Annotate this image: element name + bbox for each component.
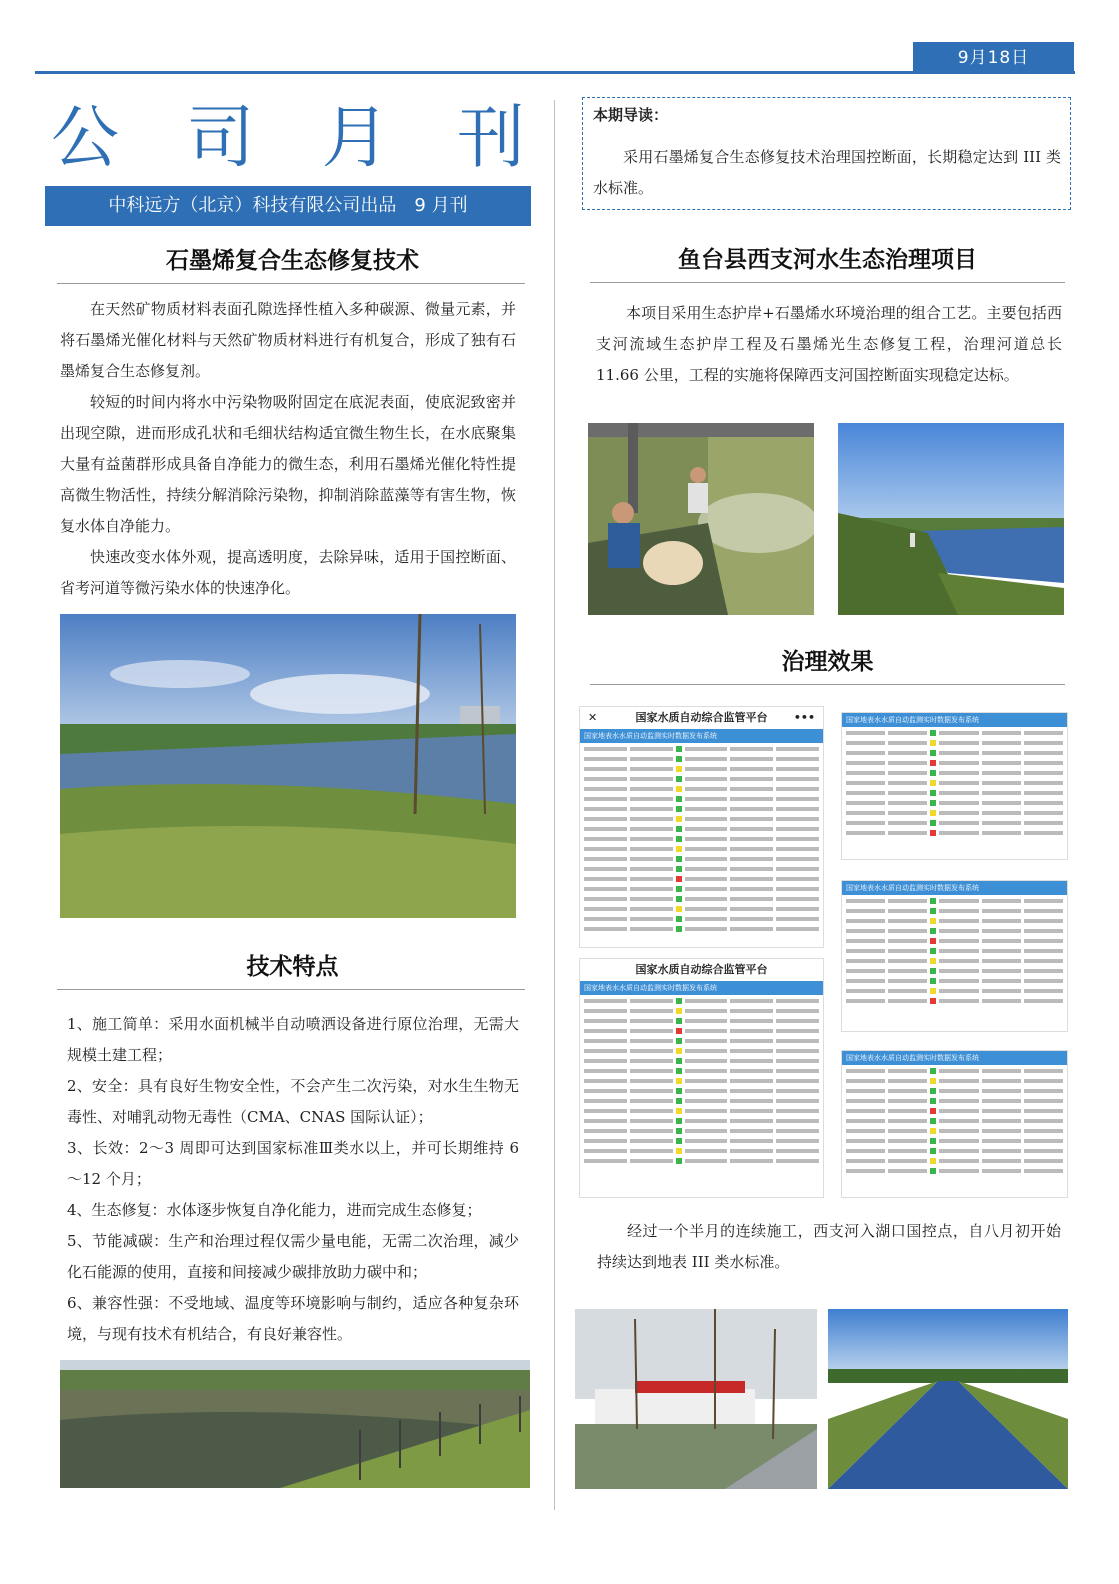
screenshot-rows bbox=[580, 743, 823, 939]
section-rule bbox=[590, 684, 1065, 685]
issue-date: 9月18日 bbox=[913, 42, 1074, 74]
list-item: 3、长效：2～3 周即可达到国家标准Ⅲ类水以上，并可长期维持 6～12 个月； bbox=[67, 1139, 519, 1188]
project-article bbox=[596, 298, 1062, 391]
monitoring-screenshot-small bbox=[841, 712, 1068, 860]
screenshot-bar: 国家地表水水质自动监测实时数据发布系统 bbox=[580, 981, 823, 995]
screenshot-bar: 国家地表水水质自动监测实时数据发布系统 bbox=[580, 729, 823, 743]
screenshot-bar: 国家地表水水质自动监测实时数据发布系统 bbox=[842, 1051, 1067, 1065]
guide-title: 本期导读： bbox=[593, 106, 669, 124]
screenshot-header bbox=[580, 959, 823, 981]
screenshot-rows bbox=[580, 995, 823, 1171]
issue-guide-box bbox=[582, 97, 1071, 210]
section-title-technology: 石墨烯复合生态修复技术 bbox=[166, 248, 419, 274]
paragraph: 在天然矿物质材料表面孔隙选择性植入多种碳源、微量元素，并将石墨烯光催化材料与天然矿物质材料进行有机复合，形成了独有石墨烯复合生态修复剂。 bbox=[60, 300, 516, 380]
list-item: 2、安全：具有良好生物安全性，不会产生二次污染，对水生生物无毒性、对哺乳动物无毒性（CMA、CNAS 国际认证）； bbox=[67, 1077, 519, 1126]
effect-article bbox=[597, 1216, 1061, 1278]
list-item: 1、施工简单：采用水面机械半自动喷洒设备进行原位治理，无需大规模土建工程； bbox=[67, 1015, 519, 1064]
section-title-project: 鱼台县西支河水生态治理项目 bbox=[678, 247, 977, 273]
screenshot-header bbox=[580, 707, 823, 729]
close-icon: ✕ bbox=[588, 711, 598, 724]
screenshot-bar: 国家地表水水质自动监测实时数据发布系统 bbox=[842, 881, 1067, 895]
paragraph: 快速改变水体外观，提高透明度，去除异味，适用于国控断面、省考河道等微污染水体的快速净化。 bbox=[60, 548, 516, 597]
list-item: 6、兼容性强：不受地域、温度等环境影响与制约，适应各种复杂环境，与现有技术有机结合，有良好兼容性。 bbox=[67, 1294, 519, 1343]
canal-photo bbox=[828, 1309, 1068, 1489]
screenshot-rows bbox=[842, 895, 1067, 1011]
monitoring-screenshot bbox=[579, 958, 824, 1198]
screenshot-rows bbox=[842, 727, 1067, 843]
technology-article bbox=[60, 294, 516, 604]
section-title-effect: 治理效果 bbox=[781, 649, 874, 675]
screenshot-title: 国家水质自动综合监管平台 bbox=[635, 963, 768, 976]
masthead-title bbox=[45, 92, 531, 178]
riverbank-photo bbox=[60, 1360, 530, 1488]
list-item: 5、节能减碳：生产和治理过程仅需少量电能，无需二次治理，减少化石能源的使用，直接和间接减少碳排放助力碳中和； bbox=[67, 1232, 519, 1281]
paragraph: 经过一个半月的连续施工，西支河入湖口国控点，自八月初开始持续达到地表 III 类水标准。 bbox=[597, 1222, 1061, 1271]
screenshot-rows bbox=[842, 1065, 1067, 1181]
section-rule bbox=[57, 989, 525, 990]
monitoring-screenshot-small bbox=[841, 880, 1068, 1032]
section-title-features: 技术特点 bbox=[246, 954, 339, 980]
masthead-char: 刊 bbox=[456, 98, 525, 178]
features-list bbox=[67, 1009, 519, 1350]
grass-bank-photo bbox=[838, 423, 1064, 615]
column-divider bbox=[554, 100, 555, 1510]
screenshot-title: 国家水质自动综合监管平台 bbox=[635, 711, 768, 724]
masthead-subtitle: 中科远方（北京）科技有限公司出品 9 月刊 bbox=[45, 186, 531, 226]
paragraph: 本项目采用生态护岸+石墨烯水环境治理的组合工艺。主要包括西支河流域生态护岸工程及石墨烯光生态修复工程，治理河道总长 11.66 公里，工程的实施将保障西支河国控断面实现稳定达标。 bbox=[596, 304, 1062, 384]
section-rule bbox=[57, 283, 525, 284]
workers-boat-photo bbox=[588, 423, 814, 615]
masthead-char: 司 bbox=[186, 98, 255, 178]
masthead-char: 月 bbox=[321, 98, 390, 178]
more-icon: ••• bbox=[793, 711, 815, 724]
section-rule bbox=[590, 282, 1065, 283]
monitoring-station-photo bbox=[575, 1309, 817, 1489]
list-item: 4、生态修复：水体逐步恢复自净化能力，进而完成生态修复； bbox=[67, 1201, 482, 1219]
masthead-char: 公 bbox=[50, 98, 119, 178]
paragraph: 较短的时间内将水中污染物吸附固定在底泥表面，使底泥致密并出现空隙，进而形成孔状和毛细状结构适宜微生物生长，在水底聚集大量有益菌群形成具备自净能力的微生态，利用石墨烯光催化特性提高微生物活性，持续分解消除污染物，抑制消除蓝藻等有害生物，恢复水体自净能力。 bbox=[60, 393, 516, 535]
guide-body: 采用石墨烯复合生态修复技术治理国控断面，长期稳定达到 III 类水标准。 bbox=[593, 148, 1061, 197]
river-photo bbox=[60, 614, 516, 918]
monitoring-screenshot bbox=[579, 706, 824, 948]
screenshot-bar: 国家地表水水质自动监测实时数据发布系统 bbox=[842, 713, 1067, 727]
monitoring-screenshot-small bbox=[841, 1050, 1068, 1198]
